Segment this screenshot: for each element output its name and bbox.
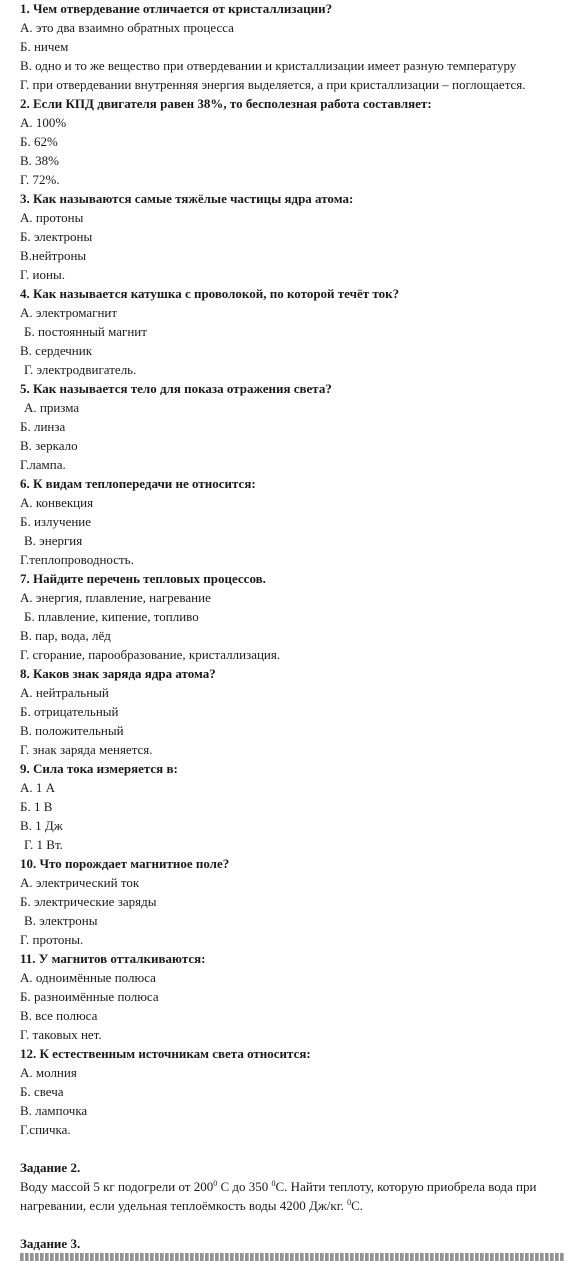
answer-option: Г. сгорание, парообразование, кристаллизация. (20, 647, 281, 662)
answer-option: Г. протоны. (20, 932, 84, 947)
answer-option: Г.лампа. (20, 457, 66, 472)
task-2-text-part: Воду массой 5 кг подогрели от 200 (20, 1179, 214, 1194)
question-5-text: 5. Как называется тело для показа отражения света? (20, 381, 332, 396)
answer-option: А. энергия, плавление, нагревание (20, 590, 211, 605)
answer-option: А. электрический ток (20, 875, 140, 890)
question-8-text: 8. Каков знак заряда ядра атома? (20, 666, 216, 681)
answer-option: Б. 62% (20, 134, 58, 149)
answer-option: Б. электрические заряды (20, 894, 157, 909)
task-2-title: Задание 2. (20, 1160, 81, 1175)
answer-option: В. одно и то же вещество при отвердевании и кристаллизации имеет разную температуру (20, 58, 517, 73)
answer-option: В. положительный (20, 723, 124, 738)
answer-option: Б. линза (20, 419, 66, 434)
answer-option: В. пар, вода, лёд (20, 628, 111, 643)
answer-option: А. электромагнит (20, 305, 118, 320)
question-3-text: 3. Как называются самые тяжёлые частицы ядра атома: (20, 191, 354, 206)
task-3 (20, 1234, 572, 1261)
answer-option: А. это два взаимно обратных процесса (20, 20, 234, 35)
cut-off-text (20, 1253, 572, 1261)
answer-option: Б. свеча (20, 1084, 64, 1099)
answer-option: Г. ионы. (20, 267, 65, 282)
question-6-text: 6. К видам теплопередачи не относится: (20, 476, 256, 491)
question-11-text: 11. У магнитов отталкиваются: (20, 951, 206, 966)
answer-option: Г. при отвердевании внутренняя энергия выделяется, а при кристаллизации – поглощается. (20, 77, 526, 92)
answer-option: Г.теплопроводность. (20, 552, 134, 567)
answer-option: В. энергия (24, 533, 83, 548)
task-2-text-part: С до 350 (217, 1179, 272, 1194)
answer-option: В. все полюса (20, 1008, 98, 1023)
worksheet-page (20, 0, 572, 1261)
answer-option: Б. электроны (20, 229, 93, 244)
answer-option: В.нейтроны (20, 248, 87, 263)
answer-option: В. зеркало (20, 438, 78, 453)
question-12-text: 12. К естественным источникам света относится: (20, 1046, 311, 1061)
answer-option: Г. таковых нет. (20, 1027, 102, 1042)
task-3-title: Задание 3. (20, 1236, 81, 1251)
answer-option: Б. отрицательный (20, 704, 119, 719)
answer-option: В. электроны (24, 913, 98, 928)
answer-option: Г. знак заряда меняется. (20, 742, 153, 757)
answer-option: Б. разноимённые полюса (20, 989, 159, 1004)
task-2-text-part: С. (351, 1198, 364, 1213)
answer-option: Б. 1 В (20, 799, 53, 814)
answer-option: А. 100% (20, 115, 67, 130)
task-2-text-part: С. Найти теплоту, которую приобрела вода при нагревании, если удельная теплоёмкость воды 4200 Дж/кг. (20, 1179, 537, 1213)
question-2-text: 2. Если КПД двигателя равен 38%, то бесполезная работа составляет: (20, 96, 432, 111)
answer-option: Г. 72%. (20, 172, 60, 187)
answer-option: Б. постоянный магнит (24, 324, 147, 339)
cut-off-text-fragment (20, 1253, 565, 1261)
question-4-text: 4. Как называется катушка с проволокой, по которой течёт ток? (20, 286, 400, 301)
degree-sup: 0 (271, 1179, 276, 1188)
degree-sup: 0 (347, 1198, 352, 1207)
answer-option: А. 1 А (20, 780, 56, 795)
answer-option: Б. ничем (20, 39, 69, 54)
question-7-text: 7. Найдите перечень тепловых процессов. (20, 571, 266, 586)
answer-option: Г. электродвигатель. (24, 362, 137, 377)
answer-option: Б. плавление, кипение, топливо (24, 609, 199, 624)
answer-option: Г. 1 Вт. (24, 837, 63, 852)
answer-option: В. сердечник (20, 343, 93, 358)
degree-sup: 0 (213, 1179, 218, 1188)
answer-option: В. лампочка (20, 1103, 88, 1118)
question-1-text: 1. Чем отвердевание отличается от кристаллизации? (20, 1, 333, 16)
answer-option: А. одноимённые полюса (20, 970, 156, 985)
answer-option: Б. излучение (20, 514, 92, 529)
answer-option: В. 38% (20, 153, 59, 168)
task-2-text (20, 1177, 572, 1215)
answer-option: В. 1 Дж (20, 818, 63, 833)
answer-option: А. протоны (20, 210, 84, 225)
spacer (20, 1139, 572, 1158)
answer-option: А. конвекция (20, 495, 94, 510)
task-2 (20, 1158, 572, 1215)
question-list (20, 0, 572, 1139)
question-9-text: 9. Сила тока измеряется в: (20, 761, 178, 776)
answer-option: А. призма (24, 400, 80, 415)
answer-option: А. нейтральный (20, 685, 109, 700)
answer-option: Г.спичка. (20, 1122, 71, 1137)
spacer (20, 1215, 572, 1234)
answer-option: А. молния (20, 1065, 77, 1080)
question-10-text: 10. Что порождает магнитное поле? (20, 856, 230, 871)
